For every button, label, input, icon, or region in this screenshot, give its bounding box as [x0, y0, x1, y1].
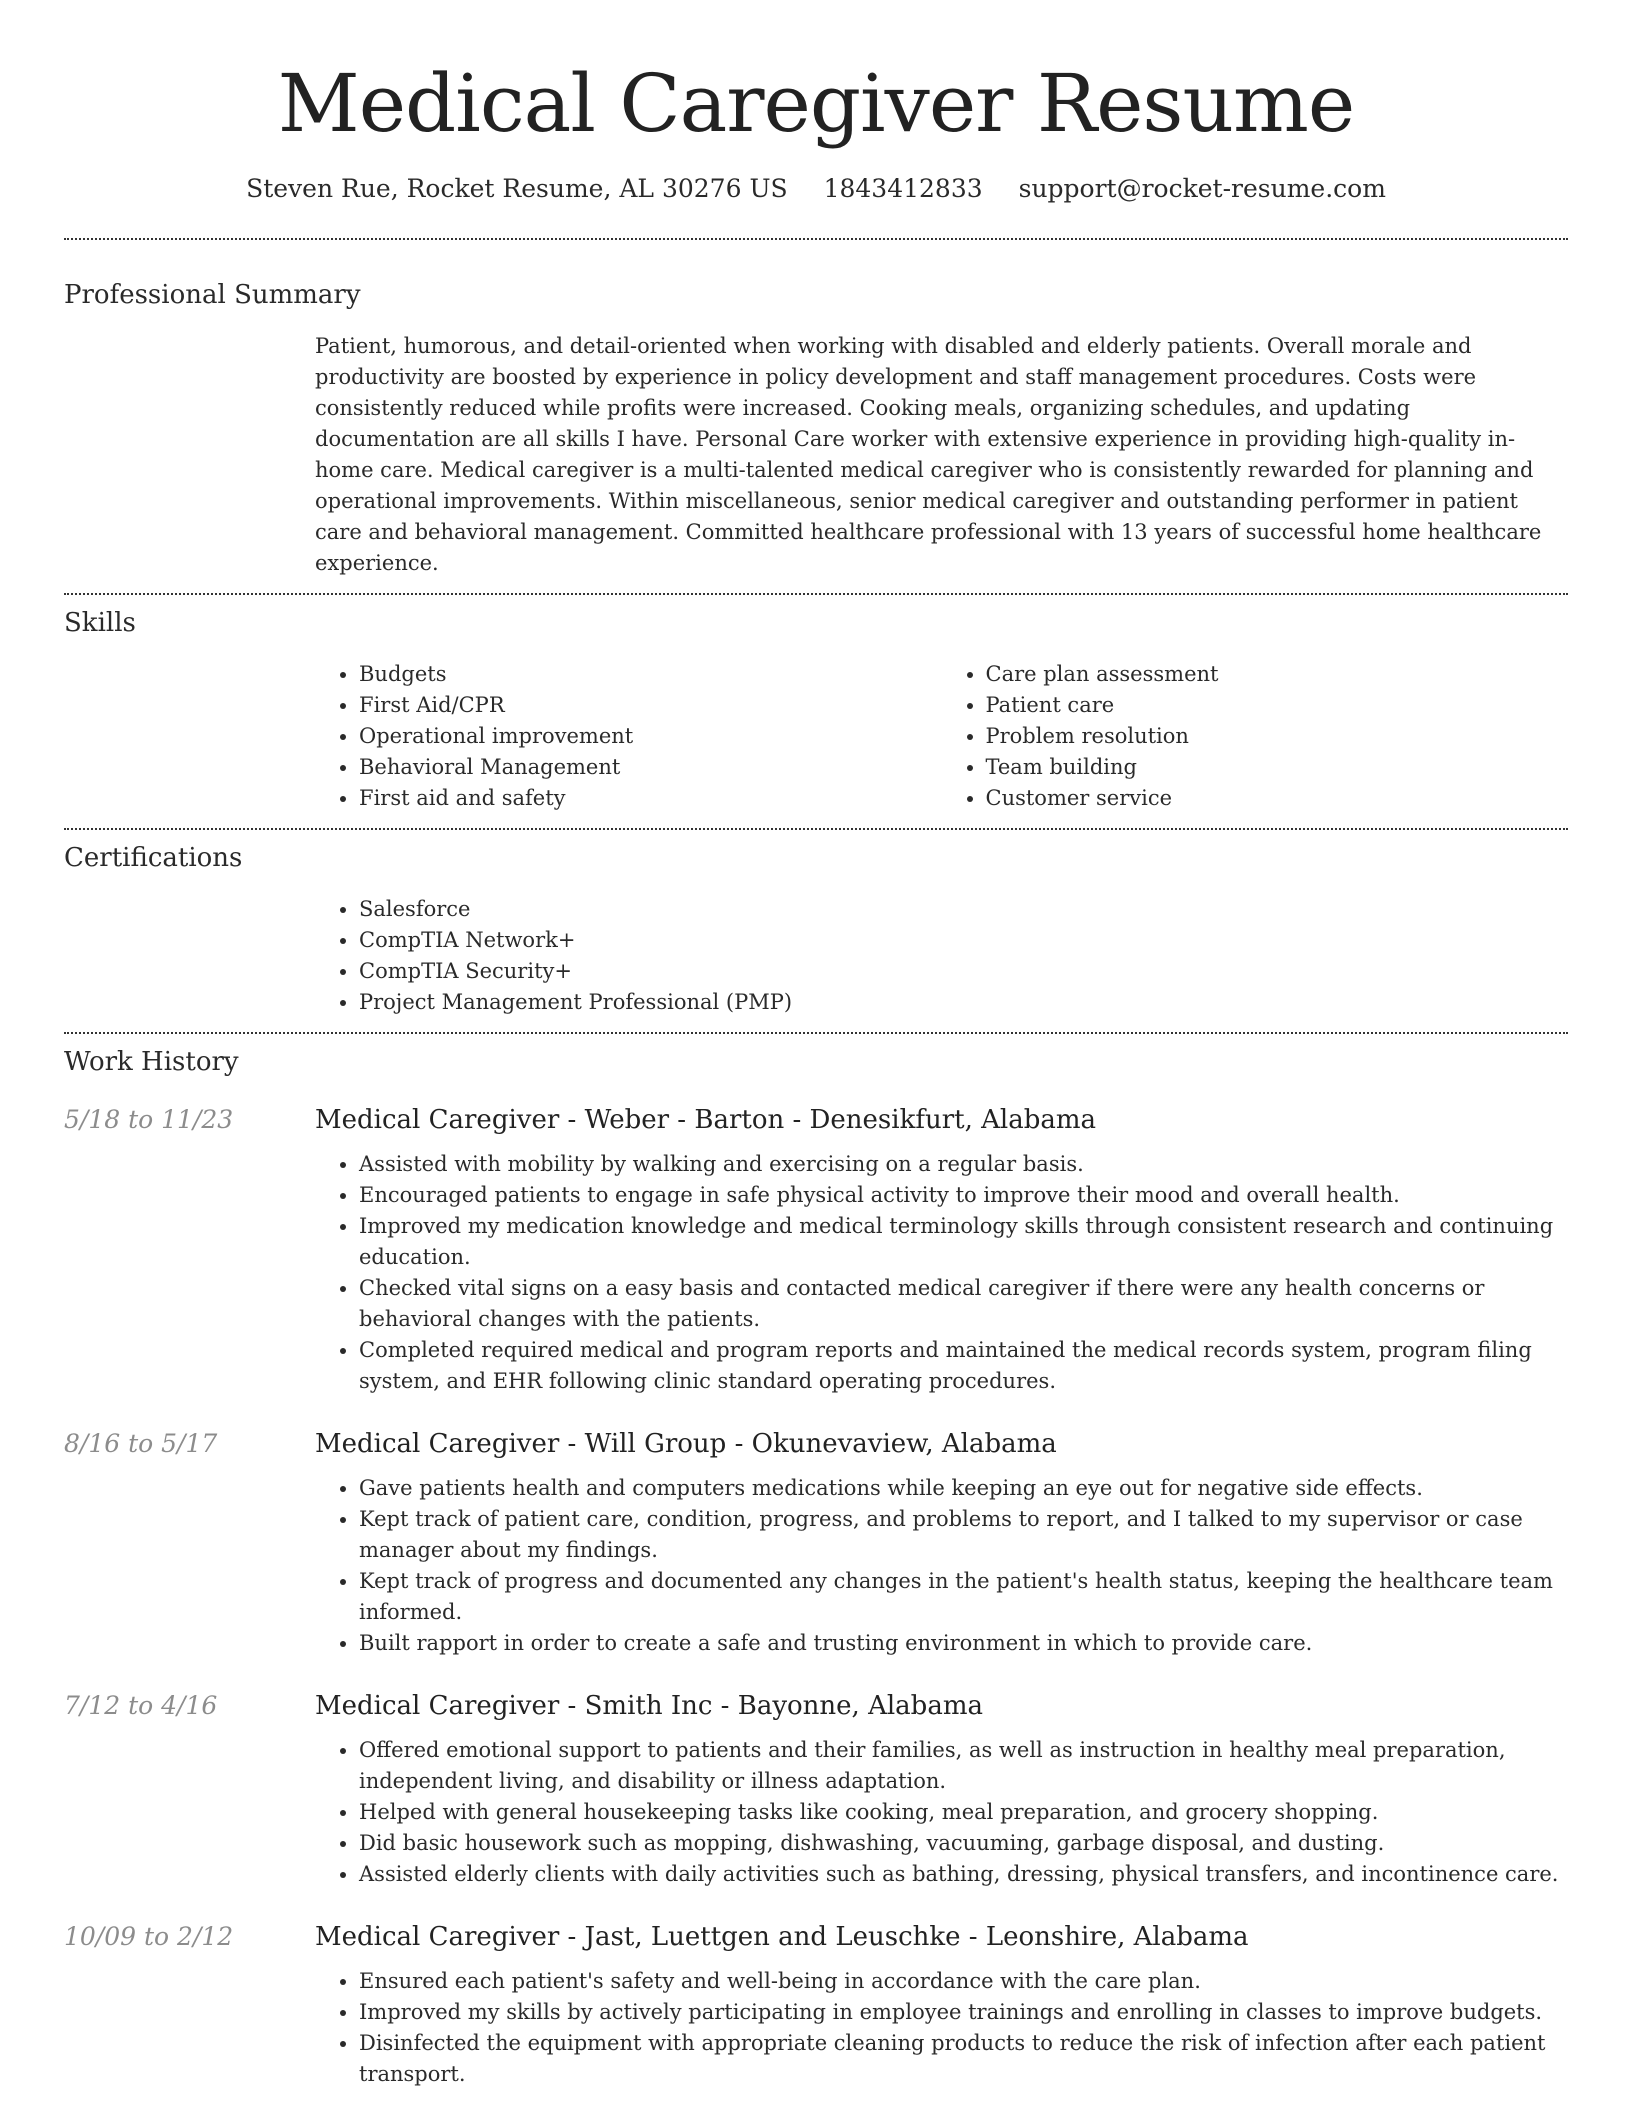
skills-section [64, 606, 1568, 814]
skill-item: • Budgets [359, 659, 942, 690]
work-history-section [64, 1045, 1568, 2090]
job-dates: 7/12 to 4/16 [64, 1691, 218, 1720]
certifications-list [315, 894, 1568, 1018]
skill-item: • Patient care [986, 690, 1569, 721]
job-bullets [315, 1735, 1568, 1890]
job-bullet: • Helped with general housekeeping tasks like cooking, meal preparation, and grocery shopping. [359, 1797, 1568, 1828]
work-history-heading: Work History [64, 1047, 239, 1077]
contact-phone: 1843412833 [823, 174, 983, 203]
divider [64, 1032, 1568, 1034]
skill-item: • First Aid/CPR [359, 690, 942, 721]
skills-list-left [315, 659, 942, 814]
certification-item: • CompTIA Network+ [359, 925, 1568, 956]
job-bullet: • Kept track of progress and documented any changes in the patient's health status, keeping the healthcare team informed. [359, 1566, 1568, 1628]
certifications-section [64, 841, 1568, 1018]
divider [64, 593, 1568, 595]
job-bullet: • Checked vital signs on a easy basis and contacted medical caregiver if there were any health concerns or behavioral changes with the patients. [359, 1273, 1568, 1335]
job-title: Medical Caregiver - Will Group - Okunevaview, Alabama [315, 1429, 1057, 1459]
job-bullet: • Built rapport in order to create a safe and trusting environment in which to provide care. [359, 1628, 1568, 1659]
job-entry [64, 1920, 1568, 2090]
job-bullets [315, 1473, 1568, 1659]
job-bullets [315, 1966, 1568, 2090]
skills-list-right [942, 659, 1569, 814]
job-title: Medical Caregiver - Weber - Barton - Denesikfurt, Alabama [315, 1105, 1097, 1135]
skill-item: • Customer service [986, 783, 1569, 814]
job-entry [64, 1427, 1568, 1659]
job-bullet: • Did basic housework such as mopping, dishwashing, vacuuming, garbage disposal, and dusting. [359, 1828, 1568, 1859]
job-title: Medical Caregiver - Smith Inc - Bayonne, Alabama [315, 1691, 983, 1721]
job-bullet: • Completed required medical and program reports and maintained the medical records system, program filing system, and EHR following clinic standard operating procedures. [359, 1335, 1568, 1397]
job-bullet: • Ensured each patient's safety and well-being in accordance with the care plan. [359, 1966, 1568, 1997]
job-bullet: • Disinfected the equipment with appropriate cleaning products to reduce the risk of infection after each patient transport. [359, 2028, 1568, 2090]
job-bullet: • Improved my medication knowledge and medical terminology skills through consistent research and continuing education. [359, 1211, 1568, 1273]
divider [64, 238, 1568, 240]
certification-item: • Project Management Professional (PMP) [359, 987, 1568, 1018]
job-bullet: • Kept track of patient care, condition, progress, and problems to report, and I talked to my supervisor or case manager about my findings. [359, 1504, 1568, 1566]
job-bullet: • Assisted elderly clients with daily activities such as bathing, dressing, physical transfers, and incontinence care. [359, 1859, 1568, 1890]
contact-address: Steven Rue, Rocket Resume, AL 30276 US [246, 174, 788, 203]
skill-item: • First aid and safety [359, 783, 942, 814]
summary-body [315, 331, 1568, 579]
summary-text: Patient, humorous, and detail-oriented when working with disabled and elderly patients. Overall morale and productivity are boosted by experience in policy development and staff management procedures. Costs were consistently reduced while profits were increased. Cooking meals, organizing schedules, and updating documentation are all skills I have. Personal Care worker with extensive experience in providing high-quality in-home care. Medical caregiver is a multi-talented medical caregiver who is consistently rewarded for planning and operational improvements. Within miscellaneous, senior medical caregiver and outstanding performer in patient care and behavioral management. Committed healthcare professional with 13 years of successful home healthcare experience. [315, 334, 1542, 575]
divider [64, 828, 1568, 830]
job-bullet: • Encouraged patients to engage in safe physical activity to improve their mood and overall health. [359, 1180, 1568, 1211]
certifications-body [315, 894, 1568, 1018]
skill-item: • Problem resolution [986, 721, 1569, 752]
job-dates: 5/18 to 11/23 [64, 1105, 234, 1134]
skill-item: • Care plan assessment [986, 659, 1569, 690]
contact-line [64, 172, 1568, 206]
job-bullet: • Gave patients health and computers medications while keeping an eye out for negative side effects. [359, 1473, 1568, 1504]
job-entry [64, 1689, 1568, 1890]
resume-title: Medical Caregiver Resume [277, 57, 1355, 150]
summary-section [64, 278, 1568, 579]
job-dates: 10/09 to 2/12 [64, 1922, 234, 1951]
job-entry [64, 1103, 1568, 1397]
certification-item: • Salesforce [359, 894, 1568, 925]
summary-heading: Professional Summary [64, 280, 361, 310]
job-bullet: • Assisted with mobility by walking and exercising on a regular basis. [359, 1149, 1568, 1180]
job-bullet: • Offered emotional support to patients and their families, as well as instruction in healthy meal preparation, independent living, and disability or illness adaptation. [359, 1735, 1568, 1797]
skill-item: • Team building [986, 752, 1569, 783]
skill-item: • Operational improvement [359, 721, 942, 752]
certification-item: • CompTIA Security+ [359, 956, 1568, 987]
job-dates: 8/16 to 5/17 [64, 1429, 218, 1458]
job-bullet: • Improved my skills by actively participating in employee trainings and enrolling in classes to improve budgets. [359, 1997, 1568, 2028]
certifications-heading: Certifications [64, 843, 243, 873]
skills-grid [315, 659, 1568, 814]
job-title: Medical Caregiver - Jast, Luettgen and Leuschke - Leonshire, Alabama [315, 1922, 1249, 1952]
resume-page [64, 0, 1568, 2090]
skills-heading: Skills [64, 608, 136, 638]
skill-item: • Behavioral Management [359, 752, 942, 783]
job-bullets [315, 1149, 1568, 1397]
contact-email: support@rocket-resume.com [1018, 174, 1386, 203]
